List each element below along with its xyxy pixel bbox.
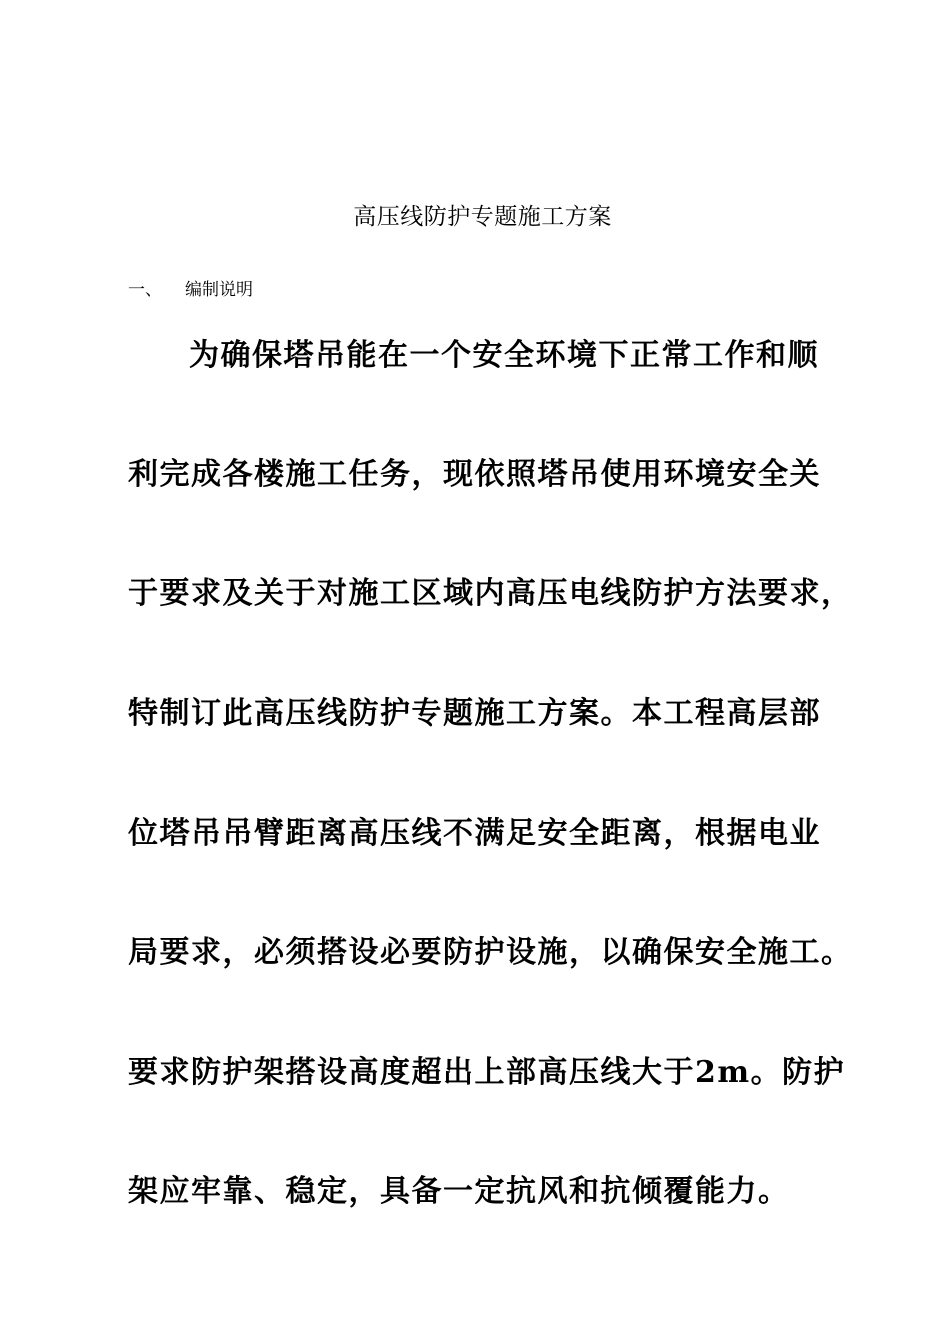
paragraph-line: 利完成各楼施工任务，现依照塔吊使用环境安全关 [128, 457, 821, 492]
paragraph-line: 为确保塔吊能在一个安全环境下正常工作和顺 [189, 338, 819, 373]
paragraph-line: 特制订此高压线防护专题施工方案。本工程高层部 [128, 696, 821, 731]
paragraph-line: 局要求，必须搭设必要防护设施，以确保安全施工。 [128, 935, 853, 970]
paragraph-line: 要求防护架搭设高度超出上部高压线大于2m。防护 [128, 1055, 846, 1090]
section-number: 一、 [128, 280, 162, 300]
section-heading [128, 276, 253, 304]
paragraph-line: 位塔吊吊臂距离高压线不满足安全距离，根据电业 [128, 816, 821, 851]
document-title: 高压线防护专题施工方案 [353, 204, 612, 230]
section-title: 编制说明 [185, 280, 253, 300]
paragraph-line: 于要求及关于对施工区域内高压电线防护方法要求， [128, 576, 853, 611]
paragraph-line: 架应牢靠、稳定，具备一定抗风和抗倾覆能力。 [128, 1174, 790, 1209]
